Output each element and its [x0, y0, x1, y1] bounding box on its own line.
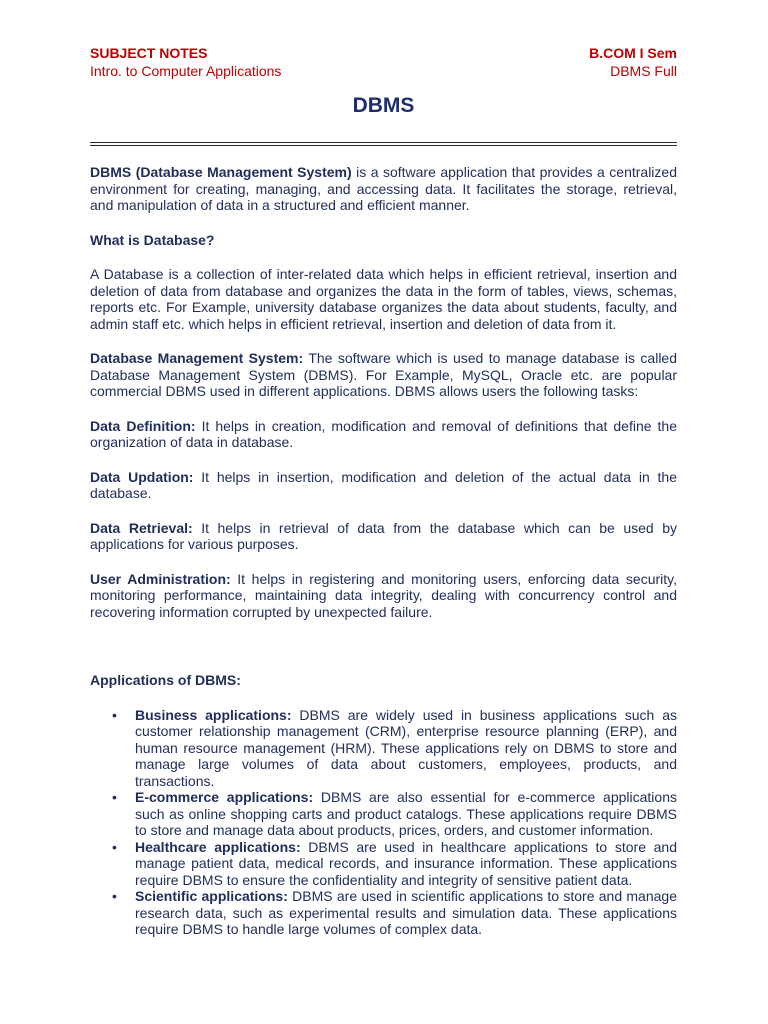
- database-definition: A Database is a collection of inter-related data which helps in efficient retrieval, insertion and deletion of data from database and organizes the data in the form of tables, views, schemas, reports etc. For Example, university database organizes the data about students, faculty, and admin staff etc. which helps in efficient retrieval, insertion and deletion of data from it.: [90, 266, 677, 332]
- list-item-business: [112, 706, 677, 790]
- page-title: DBMS: [352, 94, 415, 117]
- list-item-term: Business applications:: [135, 706, 292, 723]
- task-term: User Administration:: [90, 570, 231, 587]
- bullet-icon: •: [112, 706, 117, 723]
- document-page: [90, 44, 677, 938]
- list-item-text: DBMS are widely used in business applications such as customer relationship management (CRM), enterprise resource planning (ERP), and human resource management (HRM). These applications rely on DBMS to store and manage large volumes of data about customers, employees, products, and transactions.: [135, 706, 677, 789]
- dbms-definition-paragraph: [90, 350, 677, 400]
- unit-label: DBMS Full: [610, 63, 677, 79]
- dbms-definition-text: The software which is used to manage database is called Database Management System (DBMS). For Example, MySQL, Oracle etc. are popular commercial DBMS used in different applications. DBMS allows users the following tasks:: [90, 350, 677, 399]
- task-term: Data Retrieval:: [90, 519, 193, 536]
- page-header: [90, 44, 677, 84]
- dbms-definition-term: Database Management System:: [90, 350, 304, 366]
- list-item-text: DBMS are used in scientific applications to store and manage research data, such as experimental results and simulation data. These applications require DBMS to handle large volumes of complex data.: [135, 888, 677, 937]
- bullet-icon: •: [112, 789, 117, 805]
- intro-paragraph: [90, 164, 677, 214]
- list-item-term: E-commerce applications:: [135, 789, 314, 805]
- header-left: [90, 44, 281, 80]
- header-right: [589, 44, 677, 80]
- applications-heading: Applications of DBMS:: [90, 672, 241, 688]
- bullet-icon: •: [112, 888, 117, 904]
- intro-text: is a software application that provides a centralized environment for creating, managing, and accessing data. It facilitates the storage, retrieval, and manipulation of data in a structured and efficient manner.: [90, 164, 677, 213]
- intro-term: DBMS (Database Management System): [90, 164, 352, 180]
- list-item-ecommerce: [112, 789, 677, 839]
- task-term: Data Updation:: [90, 468, 194, 485]
- task-text: It helps in insertion, modification and deletion of the actual data in the database.: [90, 468, 677, 501]
- bullet-icon: •: [112, 838, 117, 855]
- task-text: It helps in creation, modification and removal of definitions that define the organization of data in database.: [90, 417, 677, 450]
- course-name: Intro. to Computer Applications: [90, 63, 282, 79]
- task-text: It helps in retrieval of data from the database which can be used by applications for various purposes.: [90, 519, 678, 552]
- task-data-updation: [90, 469, 677, 502]
- subject-notes-label: SUBJECT NOTES: [90, 45, 208, 61]
- task-user-administration: [90, 571, 677, 621]
- task-term: Data Definition:: [90, 417, 196, 434]
- list-item-healthcare: [112, 838, 678, 889]
- list-item-term: Healthcare applications:: [135, 838, 301, 855]
- semester-label: B.COM I Sem: [589, 45, 677, 61]
- list-item-term: Scientific applications:: [135, 888, 288, 904]
- task-data-definition: [90, 418, 677, 451]
- applications-list: [90, 707, 677, 938]
- list-item-scientific: [112, 888, 677, 938]
- list-item-text: DBMS are also essential for e-commerce applications such as online shopping carts and product catalogs. These applications require DBMS to store and manage data about products, prices, orders, and customer information.: [135, 789, 677, 838]
- title-divider: [90, 142, 677, 146]
- what-is-database-heading: What is Database?: [90, 231, 215, 248]
- task-data-retrieval: [90, 520, 677, 553]
- list-item-text: DBMS are used in healthcare applications to store and manage patient data, medical records, and insurance information. These applications require DBMS to ensure the confidentiality and integrity of sensitive patient data.: [135, 838, 678, 888]
- section-gap: [90, 638, 677, 672]
- task-text: It helps in registering and monitoring users, enforcing data security, monitoring performance, maintaining data integrity, dealing with concurrency control and recovering information corrupted by unexpected failure.: [90, 570, 677, 620]
- document-body: [90, 164, 677, 938]
